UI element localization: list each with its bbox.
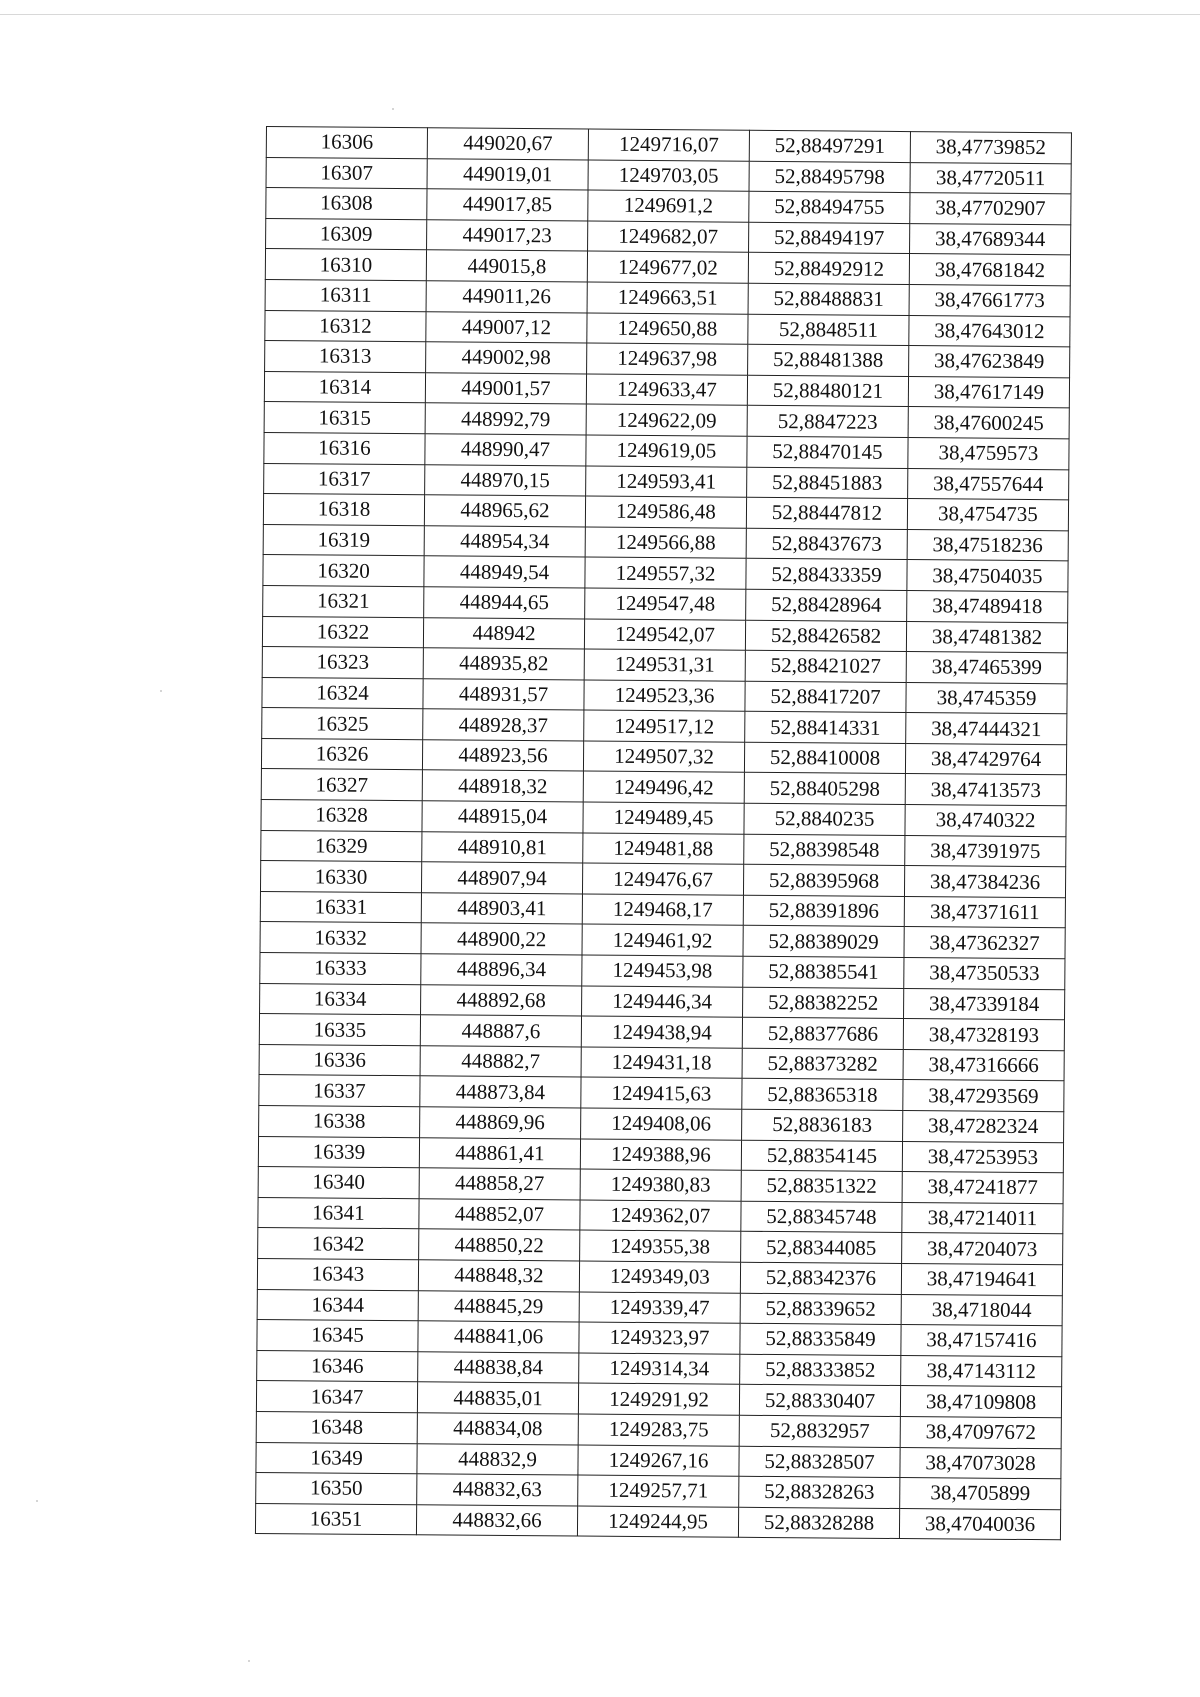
- longitude-cell: 38,47557644: [908, 468, 1069, 500]
- longitude-cell: 38,47689344: [910, 223, 1071, 255]
- y-coordinate-cell: 1249291,92: [578, 1383, 739, 1415]
- longitude-cell: 38,4718044: [901, 1294, 1062, 1326]
- x-coordinate-cell: 448873,84: [420, 1076, 581, 1108]
- longitude-cell: 38,47413573: [905, 774, 1066, 806]
- latitude-cell: 52,88339652: [740, 1293, 901, 1325]
- x-coordinate-cell: 449011,26: [426, 281, 587, 313]
- longitude-cell: 38,47623849: [909, 346, 1070, 378]
- x-coordinate-cell: 448861,41: [419, 1137, 580, 1169]
- y-coordinate-cell: 1249542,07: [584, 619, 745, 651]
- latitude-cell: 52,88495798: [749, 161, 910, 193]
- latitude-cell: 52,8847223: [747, 406, 908, 438]
- y-coordinate-cell: 1249339,47: [579, 1292, 740, 1324]
- point-number-cell: 16311: [265, 279, 426, 311]
- x-coordinate-cell: 448992,79: [425, 403, 586, 435]
- y-coordinate-cell: 1249637,98: [587, 343, 748, 375]
- longitude-cell: 38,47391975: [905, 835, 1066, 867]
- longitude-cell: 38,47371611: [904, 896, 1065, 928]
- latitude-cell: 52,88492912: [748, 253, 909, 285]
- y-coordinate-cell: 1249476,67: [582, 863, 743, 895]
- y-coordinate-cell: 1249438,94: [581, 1016, 742, 1048]
- x-coordinate-cell: 448852,07: [419, 1199, 580, 1231]
- y-coordinate-cell: 1249619,05: [586, 435, 747, 467]
- y-coordinate-cell: 1249682,07: [588, 221, 749, 253]
- x-coordinate-cell: 448910,81: [422, 831, 583, 863]
- latitude-cell: 52,88354145: [741, 1140, 902, 1172]
- longitude-cell: 38,47316666: [903, 1049, 1064, 1081]
- y-coordinate-cell: 1249362,07: [580, 1200, 741, 1232]
- y-coordinate-cell: 1249244,95: [577, 1506, 738, 1538]
- point-number-cell: 16348: [256, 1411, 417, 1443]
- y-coordinate-cell: 1249481,88: [583, 833, 744, 865]
- y-coordinate-cell: 1249517,12: [584, 710, 745, 742]
- y-coordinate-cell: 1249677,02: [587, 251, 748, 283]
- point-number-cell: 16333: [260, 953, 421, 985]
- longitude-cell: 38,4740322: [905, 805, 1066, 837]
- latitude-cell: 52,88373282: [742, 1048, 903, 1080]
- longitude-cell: 38,47600245: [908, 407, 1069, 439]
- latitude-cell: 52,88398548: [744, 834, 905, 866]
- latitude-cell: 52,88405298: [744, 773, 905, 805]
- scan-top-edge: [0, 14, 1200, 15]
- latitude-cell: 52,88494197: [749, 222, 910, 254]
- point-number-cell: 16321: [263, 585, 424, 617]
- y-coordinate-cell: 1249633,47: [586, 374, 747, 406]
- point-number-cell: 16315: [264, 402, 425, 434]
- y-coordinate-cell: 1249446,34: [582, 986, 743, 1018]
- y-coordinate-cell: 1249314,34: [579, 1353, 740, 1385]
- latitude-cell: 52,88377686: [742, 1017, 903, 1049]
- latitude-cell: 52,88494755: [749, 191, 910, 223]
- x-coordinate-cell: 449015,8: [426, 250, 587, 282]
- latitude-cell: 52,88328507: [739, 1446, 900, 1478]
- point-number-cell: 16334: [260, 983, 421, 1015]
- x-coordinate-cell: 448848,32: [418, 1260, 579, 1292]
- point-number-cell: 16307: [266, 157, 427, 189]
- point-number-cell: 16337: [259, 1075, 420, 1107]
- longitude-cell: 38,47214011: [902, 1202, 1063, 1234]
- y-coordinate-cell: 1249489,45: [583, 802, 744, 834]
- latitude-cell: 52,8840235: [744, 803, 905, 835]
- point-number-cell: 16340: [258, 1167, 419, 1199]
- y-coordinate-cell: 1249622,09: [586, 404, 747, 436]
- y-coordinate-cell: 1249557,32: [585, 557, 746, 589]
- longitude-cell: 38,4705899: [900, 1478, 1061, 1510]
- x-coordinate-cell: 448990,47: [425, 434, 586, 466]
- latitude-cell: 52,88365318: [742, 1079, 903, 1111]
- x-coordinate-cell: 448942: [423, 617, 584, 649]
- latitude-cell: 52,88335849: [740, 1323, 901, 1355]
- coordinates-table-body: [255, 127, 1071, 1541]
- x-coordinate-cell: 448970,15: [425, 464, 586, 496]
- y-coordinate-cell: 1249380,83: [580, 1169, 741, 1201]
- longitude-cell: 38,47157416: [901, 1325, 1062, 1357]
- longitude-cell: 38,47282324: [903, 1111, 1064, 1143]
- latitude-cell: 52,88385541: [743, 956, 904, 988]
- x-coordinate-cell: 448900,22: [421, 923, 582, 955]
- longitude-cell: 38,47109808: [900, 1386, 1061, 1418]
- y-coordinate-cell: 1249461,92: [582, 924, 743, 956]
- y-coordinate-cell: 1249663,51: [587, 282, 748, 314]
- point-number-cell: 16320: [263, 555, 424, 587]
- y-coordinate-cell: 1249593,41: [586, 466, 747, 498]
- latitude-cell: 52,88488831: [748, 283, 909, 315]
- longitude-cell: 38,47617149: [908, 376, 1069, 408]
- x-coordinate-cell: 448838,84: [418, 1351, 579, 1383]
- longitude-cell: 38,47339184: [904, 988, 1065, 1020]
- y-coordinate-cell: 1249468,17: [582, 894, 743, 926]
- x-coordinate-cell: 448845,29: [418, 1290, 579, 1322]
- longitude-cell: 38,47504035: [907, 560, 1068, 592]
- x-coordinate-cell: 448944,65: [424, 587, 585, 619]
- x-coordinate-cell: 449001,57: [425, 373, 586, 405]
- x-coordinate-cell: 449017,23: [427, 220, 588, 252]
- y-coordinate-cell: 1249349,03: [579, 1261, 740, 1293]
- longitude-cell: 38,47489418: [907, 590, 1068, 622]
- y-coordinate-cell: 1249523,36: [584, 680, 745, 712]
- point-number-cell: 16347: [256, 1381, 417, 1413]
- x-coordinate-cell: 448892,68: [421, 984, 582, 1016]
- x-coordinate-cell: 448896,34: [421, 954, 582, 986]
- point-number-cell: 16346: [257, 1350, 418, 1382]
- longitude-cell: 38,47384236: [904, 866, 1065, 898]
- longitude-cell: 38,47241877: [902, 1172, 1063, 1204]
- latitude-cell: 52,8832957: [739, 1415, 900, 1447]
- x-coordinate-cell: 448923,56: [422, 740, 583, 772]
- y-coordinate-cell: 1249388,96: [580, 1139, 741, 1171]
- point-number-cell: 16309: [266, 218, 427, 250]
- point-number-cell: 16344: [257, 1289, 418, 1321]
- x-coordinate-cell: 448834,08: [417, 1413, 578, 1445]
- y-coordinate-cell: 1249496,42: [583, 771, 744, 803]
- longitude-cell: 38,47681842: [909, 254, 1070, 286]
- x-coordinate-cell: 448882,7: [420, 1046, 581, 1078]
- point-number-cell: 16322: [262, 616, 423, 648]
- point-number-cell: 16331: [260, 891, 421, 923]
- latitude-cell: 52,88391896: [743, 895, 904, 927]
- longitude-cell: 38,4754735: [907, 499, 1068, 531]
- x-coordinate-cell: 448832,9: [417, 1443, 578, 1475]
- point-number-cell: 16319: [263, 524, 424, 556]
- point-number-cell: 16323: [262, 647, 423, 679]
- longitude-cell: 38,47040036: [899, 1508, 1060, 1540]
- point-number-cell: 16332: [260, 922, 421, 954]
- point-number-cell: 16306: [266, 127, 427, 159]
- y-coordinate-cell: 1249355,38: [580, 1230, 741, 1262]
- y-coordinate-cell: 1249453,98: [582, 955, 743, 987]
- latitude-cell: 52,88470145: [747, 436, 908, 468]
- x-coordinate-cell: 448918,32: [422, 770, 583, 802]
- point-number-cell: 16343: [257, 1258, 418, 1290]
- point-number-cell: 16317: [264, 463, 425, 495]
- y-coordinate-cell: 1249408,06: [581, 1108, 742, 1140]
- latitude-cell: 52,88351322: [741, 1170, 902, 1202]
- latitude-cell: 52,88428964: [746, 589, 907, 621]
- x-coordinate-cell: 449020,67: [427, 128, 588, 160]
- x-coordinate-cell: 448835,01: [417, 1382, 578, 1414]
- y-coordinate-cell: 1249586,48: [585, 496, 746, 528]
- scan-speck: [248, 1660, 250, 1662]
- longitude-cell: 38,47194641: [901, 1263, 1062, 1295]
- point-number-cell: 16339: [258, 1136, 419, 1168]
- latitude-cell: 52,88414331: [745, 712, 906, 744]
- point-number-cell: 16335: [259, 1014, 420, 1046]
- x-coordinate-cell: 448903,41: [421, 893, 582, 925]
- longitude-cell: 38,47204073: [902, 1233, 1063, 1265]
- latitude-cell: 52,88481388: [748, 344, 909, 376]
- longitude-cell: 38,47702907: [910, 193, 1071, 225]
- latitude-cell: 52,88333852: [740, 1354, 901, 1386]
- longitude-cell: 38,47143112: [901, 1355, 1062, 1387]
- x-coordinate-cell: 449002,98: [426, 342, 587, 374]
- latitude-cell: 52,88417207: [745, 681, 906, 713]
- x-coordinate-cell: 449019,01: [427, 158, 588, 190]
- point-number-cell: 16325: [262, 708, 423, 740]
- longitude-cell: 38,47661773: [909, 285, 1070, 317]
- scan-speck: [160, 690, 162, 692]
- longitude-cell: 38,47328193: [903, 1019, 1064, 1051]
- latitude-cell: 52,88389029: [743, 926, 904, 958]
- point-number-cell: 16324: [262, 677, 423, 709]
- latitude-cell: 52,88345748: [741, 1201, 902, 1233]
- y-coordinate-cell: 1249267,16: [578, 1445, 739, 1477]
- y-coordinate-cell: 1249415,63: [581, 1077, 742, 1109]
- point-number-cell: 16313: [265, 341, 426, 373]
- latitude-cell: 52,8836183: [742, 1109, 903, 1141]
- longitude-cell: 38,47643012: [909, 315, 1070, 347]
- point-number-cell: 16308: [266, 188, 427, 220]
- table-row: [255, 1503, 1060, 1540]
- longitude-cell: 38,4745359: [906, 682, 1067, 714]
- x-coordinate-cell: 448841,06: [418, 1321, 579, 1353]
- latitude-cell: 52,88480121: [747, 375, 908, 407]
- longitude-cell: 38,47097672: [900, 1416, 1061, 1448]
- y-coordinate-cell: 1249716,07: [588, 129, 749, 161]
- x-coordinate-cell: 448928,37: [423, 709, 584, 741]
- point-number-cell: 16341: [258, 1197, 419, 1229]
- longitude-cell: 38,47481382: [906, 621, 1067, 653]
- point-number-cell: 16328: [261, 800, 422, 832]
- longitude-cell: 38,47253953: [902, 1141, 1063, 1173]
- latitude-cell: 52,88421027: [745, 650, 906, 682]
- longitude-cell: 38,47293569: [903, 1080, 1064, 1112]
- point-number-cell: 16330: [260, 861, 421, 893]
- latitude-cell: 52,88433359: [746, 559, 907, 591]
- y-coordinate-cell: 1249431,18: [581, 1047, 742, 1079]
- latitude-cell: 52,88328288: [738, 1507, 899, 1539]
- y-coordinate-cell: 1249283,75: [578, 1414, 739, 1446]
- latitude-cell: 52,88426582: [745, 620, 906, 652]
- latitude-cell: 52,8848511: [748, 314, 909, 346]
- x-coordinate-cell: 448832,63: [417, 1474, 578, 1506]
- coordinates-table: [255, 126, 1072, 1541]
- point-number-cell: 16310: [265, 249, 426, 281]
- scan-speck: [392, 108, 394, 110]
- longitude-cell: 38,47444321: [906, 713, 1067, 745]
- x-coordinate-cell: 448935,82: [423, 648, 584, 680]
- x-coordinate-cell: 448869,96: [420, 1107, 581, 1139]
- point-number-cell: 16314: [264, 371, 425, 403]
- x-coordinate-cell: 448931,57: [423, 678, 584, 710]
- longitude-cell: 38,4759573: [908, 437, 1069, 469]
- latitude-cell: 52,88447812: [746, 497, 907, 529]
- y-coordinate-cell: 1249703,05: [588, 160, 749, 192]
- point-number-cell: 16338: [259, 1105, 420, 1137]
- point-number-cell: 16350: [256, 1473, 417, 1505]
- longitude-cell: 38,47720511: [910, 162, 1071, 194]
- longitude-cell: 38,47362327: [904, 927, 1065, 959]
- latitude-cell: 52,88410008: [744, 742, 905, 774]
- point-number-cell: 16316: [264, 432, 425, 464]
- x-coordinate-cell: 448965,62: [424, 495, 585, 527]
- x-coordinate-cell: 448850,22: [419, 1229, 580, 1261]
- x-coordinate-cell: 448949,54: [424, 556, 585, 588]
- latitude-cell: 52,88497291: [749, 130, 910, 162]
- x-coordinate-cell: 449007,12: [426, 311, 587, 343]
- point-number-cell: 16342: [258, 1228, 419, 1260]
- point-number-cell: 16318: [263, 494, 424, 526]
- x-coordinate-cell: 448907,94: [421, 862, 582, 894]
- point-number-cell: 16312: [265, 310, 426, 342]
- y-coordinate-cell: 1249507,32: [583, 741, 744, 773]
- y-coordinate-cell: 1249547,48: [585, 588, 746, 620]
- x-coordinate-cell: 449017,85: [427, 189, 588, 221]
- longitude-cell: 38,47429764: [905, 743, 1066, 775]
- x-coordinate-cell: 448954,34: [424, 525, 585, 557]
- longitude-cell: 38,47739852: [910, 132, 1071, 164]
- y-coordinate-cell: 1249257,71: [578, 1475, 739, 1507]
- latitude-cell: 52,88451883: [747, 467, 908, 499]
- longitude-cell: 38,47350533: [904, 958, 1065, 990]
- scan-speck: [36, 1500, 38, 1502]
- point-number-cell: 16336: [259, 1044, 420, 1076]
- point-number-cell: 16329: [261, 830, 422, 862]
- latitude-cell: 52,88342376: [740, 1262, 901, 1294]
- point-number-cell: 16327: [261, 769, 422, 801]
- longitude-cell: 38,47073028: [900, 1447, 1061, 1479]
- latitude-cell: 52,88328263: [739, 1476, 900, 1508]
- y-coordinate-cell: 1249650,88: [587, 313, 748, 345]
- x-coordinate-cell: 448887,6: [420, 1015, 581, 1047]
- y-coordinate-cell: 1249691,2: [588, 190, 749, 222]
- y-coordinate-cell: 1249531,31: [584, 649, 745, 681]
- x-coordinate-cell: 448858,27: [419, 1168, 580, 1200]
- latitude-cell: 52,88330407: [739, 1385, 900, 1417]
- y-coordinate-cell: 1249566,88: [585, 527, 746, 559]
- point-number-cell: 16349: [256, 1442, 417, 1474]
- point-number-cell: 16351: [255, 1503, 416, 1535]
- x-coordinate-cell: 448832,66: [416, 1504, 577, 1536]
- point-number-cell: 16345: [257, 1320, 418, 1352]
- longitude-cell: 38,47465399: [906, 652, 1067, 684]
- latitude-cell: 52,88395968: [743, 865, 904, 897]
- y-coordinate-cell: 1249323,97: [579, 1322, 740, 1354]
- latitude-cell: 52,88382252: [743, 987, 904, 1019]
- latitude-cell: 52,88437673: [746, 528, 907, 560]
- point-number-cell: 16326: [261, 738, 422, 770]
- longitude-cell: 38,47518236: [907, 529, 1068, 561]
- latitude-cell: 52,88344085: [741, 1232, 902, 1264]
- x-coordinate-cell: 448915,04: [422, 801, 583, 833]
